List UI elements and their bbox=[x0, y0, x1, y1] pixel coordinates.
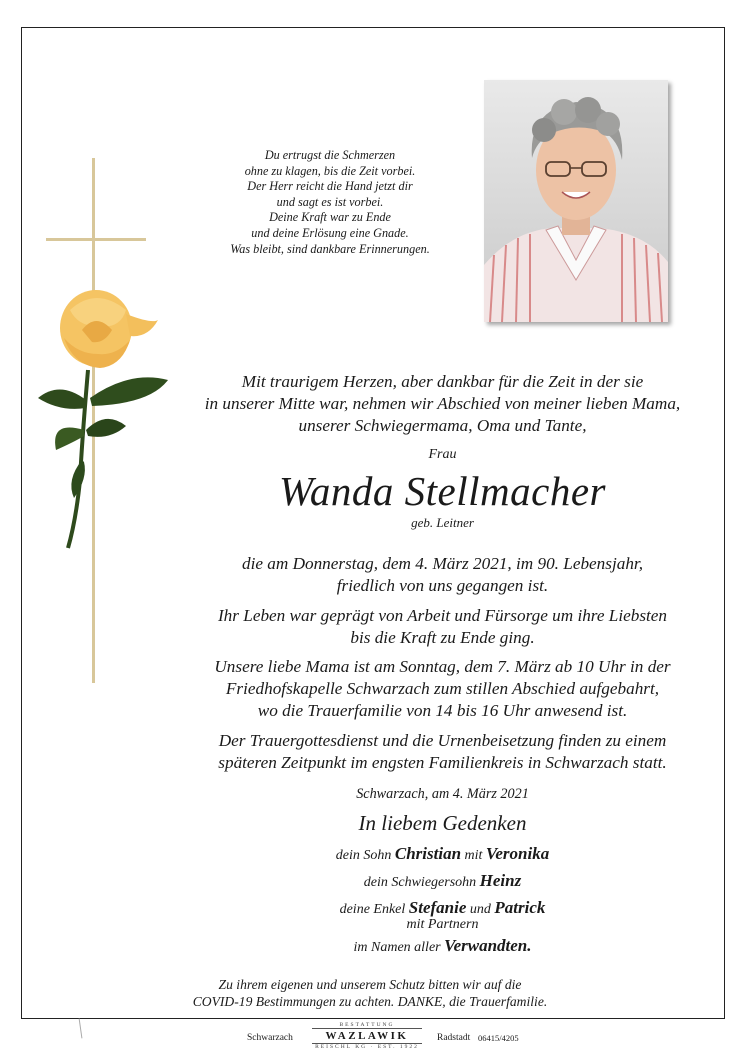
funeral-home-logo: BESTATTUNG WAZLAWIK REISCHL KG · EST. 1922 bbox=[312, 1022, 422, 1050]
maiden-name: geb. Leitner bbox=[411, 515, 474, 530]
intro-text: Mit traurigem Herzen, aber dankbar für die Zeit in der sie in unserer Mitte war, nehmen wir Abschied von meiner lieben Mama, unserer Schwiegermama, Oma und Tante, bbox=[204, 372, 681, 435]
footer-phone: 06415/4205 bbox=[478, 1033, 519, 1043]
place-date: Schwarzach, am 4. März 2021 bbox=[356, 786, 529, 802]
portrait-illustration bbox=[484, 80, 668, 322]
in-memory-heading: In liebem Gedenken bbox=[358, 811, 527, 835]
footer-location-schwarzach: Schwarzach bbox=[247, 1033, 293, 1043]
footer-location-radstadt: Radstadt bbox=[437, 1033, 471, 1043]
family-relatives: im Namen aller Verwandten. bbox=[353, 936, 532, 955]
death-notice-paragraph: die am Donnerstag, dem 4. März 2021, im 90. Lebensjahr, friedlich von uns gegangen ist. bbox=[241, 554, 644, 595]
viewing-paragraph: Unsere liebe Mama ist am Sonntag, dem 7. März ab 10 Uhr in der Friedhofskapelle Schwarzach zum stillen Abschied aufgebahrt, wo die Trauerfamilie von 14 bis 16 Uhr anwesend ist. bbox=[214, 657, 671, 720]
salutation: Frau bbox=[428, 447, 457, 462]
family-partners: mit Partnern bbox=[406, 917, 479, 932]
covid-notice: Zu ihrem eigenen und unserem Schutz bitten wir auf die COVID-19 Bestimmungen zu achten. DANKE, die Trauerfamilie. bbox=[192, 977, 548, 1009]
family-son: dein Sohn Christian mit Veronika bbox=[335, 844, 550, 863]
life-paragraph: Ihr Leben war geprägt von Arbeit und Fürsorge um ihre Liebsten bis die Kraft zu Ende ging. bbox=[217, 606, 668, 647]
footer bbox=[0, 1022, 750, 1052]
portrait-photo bbox=[484, 80, 668, 322]
funeral-paragraph: Der Trauergottesdienst und die Urnenbeisetzung finden zu einem späteren Zeitpunkt im engsten Familienkreis in Schwarzach statt. bbox=[218, 731, 667, 772]
deceased-name: Wanda Stellmacher bbox=[279, 468, 606, 514]
memorial-cross-horizontal bbox=[46, 238, 146, 241]
family-grandchildren: deine Enkel Stefanie und Patrick bbox=[339, 898, 546, 917]
family-son-in-law: dein Schwiegersohn Heinz bbox=[363, 871, 522, 890]
yellow-rose-icon bbox=[30, 280, 175, 555]
memorial-poem: Du ertrugst die Schmerzen ohne zu klagen, bis die Zeit vorbei. Der Herr reicht die Hand jetzt dir und sagt es ist vorbei. Deine Kraft war zu Ende und deine Erlösung eine Gnade. Was bleibt, sind dankbare Erinnerungen. bbox=[230, 148, 430, 256]
